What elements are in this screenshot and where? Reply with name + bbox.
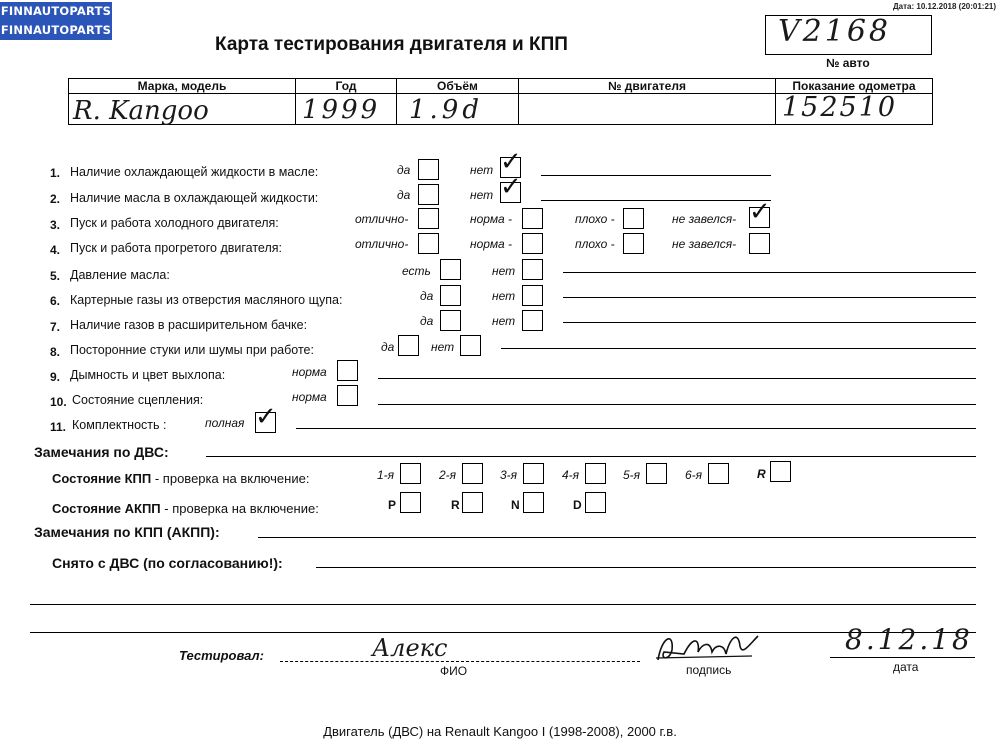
vehicle-number-value: V2168 — [778, 14, 892, 49]
item-number: 11. — [50, 420, 67, 434]
checkbox-item6-no[interactable] — [522, 285, 543, 306]
option-label: да — [381, 340, 395, 354]
checkbox-gear-4[interactable] — [585, 463, 606, 484]
watermark-logo: FINNAUTOPARTS — [0, 2, 112, 21]
page-title: Карта тестирования двигателя и КПП — [215, 34, 568, 55]
option-label: нет — [470, 163, 494, 177]
item-number: 9. — [50, 370, 61, 384]
checkbox-item5-yes[interactable] — [440, 259, 461, 280]
gear-label: 1-я — [377, 468, 395, 482]
removed-label: Снято с ДВС (по согласованию!): — [52, 555, 283, 571]
option-label: норма — [292, 390, 327, 404]
checkbox-item8-yes[interactable] — [398, 335, 419, 356]
option-label: норма - — [470, 237, 513, 251]
checkbox-gear-6[interactable] — [708, 463, 729, 484]
ice-remarks-label: Замечания по ДВС: — [34, 444, 169, 460]
header-table — [68, 78, 933, 125]
option-label: норма — [292, 365, 327, 379]
item-label: Наличие масла в охлаждающей жидкости: — [70, 191, 319, 205]
make-value: R. Kangoo — [73, 96, 209, 126]
gear-label: 2-я — [439, 468, 457, 482]
odometer-value: 152510 — [782, 92, 898, 123]
auto-gearbox-title: Состояние АКПП — [52, 501, 161, 516]
year-value: 1999 — [302, 95, 381, 125]
checkbox-item7-no[interactable] — [522, 310, 543, 331]
item-label: Комплектность : — [72, 418, 167, 432]
item-number: 3. — [50, 218, 61, 232]
signature — [654, 626, 764, 666]
item-number: 7. — [50, 320, 61, 334]
checkbox-gear-p[interactable] — [400, 492, 421, 513]
col-header-engine-no: № двигателя — [519, 79, 776, 94]
checkbox-item10-normal[interactable] — [337, 385, 358, 406]
item-label: Пуск и работа прогретого двигателя: — [70, 241, 282, 255]
notes-line — [30, 632, 976, 633]
checkbox-item5-no[interactable] — [522, 259, 543, 280]
notes-line — [563, 272, 976, 273]
tested-label: Тестировал: — [179, 648, 264, 663]
vehicle-number-label: № авто — [826, 56, 870, 70]
volume-value: 1.9d — [409, 95, 483, 125]
option-label: не завелся- — [672, 237, 737, 251]
checkbox-item8-no[interactable] — [460, 335, 481, 356]
option-label: да — [420, 314, 434, 328]
item-number: 2. — [50, 192, 61, 206]
checkbox-item2-no[interactable] — [500, 172, 522, 203]
vehicle-number-box — [765, 15, 932, 55]
notes-line — [30, 604, 976, 605]
notes-line — [563, 297, 976, 298]
checkbox-item4-excellent[interactable] — [418, 233, 439, 254]
gear-label: D — [573, 498, 582, 512]
manual-gearbox-label — [52, 471, 309, 486]
gear-label: 3-я — [500, 468, 518, 482]
gear-label: 4-я — [562, 468, 580, 482]
cell-volume — [397, 94, 519, 125]
notes-line — [296, 428, 976, 429]
gear-label: R — [451, 498, 460, 512]
item-label: Состояние сцепления: — [72, 393, 204, 407]
notes-line — [258, 537, 976, 538]
option-label: норма - — [470, 212, 513, 226]
checkbox-item3-normal[interactable] — [522, 208, 543, 229]
checkbox-item3-excellent[interactable] — [418, 208, 439, 229]
item-number: 6. — [50, 294, 61, 308]
gear-label: 5-я — [623, 468, 641, 482]
item-label: Давление масла: — [70, 268, 170, 282]
item-label: Наличие газов в расширительном бачке: — [70, 318, 308, 332]
option-label: нет — [492, 289, 516, 303]
fio-label: ФИО — [440, 664, 468, 678]
option-label: нет — [431, 340, 455, 354]
col-header-odometer: Показание одометра — [776, 79, 933, 94]
notes-line — [563, 322, 976, 323]
checkbox-gear-d[interactable] — [585, 492, 606, 513]
check-mark: ✓ — [749, 197, 771, 227]
checkbox-gear-3[interactable] — [523, 463, 544, 484]
item-number: 5. — [50, 269, 61, 283]
item-label: Наличие охлаждающей жидкости в масле: — [70, 165, 319, 179]
gearbox-remarks-label: Замечания по КПП (АКПП): — [34, 524, 220, 540]
gear-label: R — [757, 467, 766, 481]
option-label: плохо - — [575, 212, 615, 226]
option-label: отлично- — [355, 212, 409, 226]
checkbox-gear-n[interactable] — [523, 492, 544, 513]
cell-year — [296, 94, 397, 125]
checkbox-gear-5[interactable] — [646, 463, 667, 484]
option-label: плохо - — [575, 237, 615, 251]
checkbox-item11-complete[interactable] — [255, 402, 277, 433]
item-number: 4. — [50, 243, 61, 257]
gear-label: P — [388, 498, 397, 512]
notes-line — [378, 378, 976, 379]
checkbox-item4-bad[interactable] — [623, 233, 644, 254]
option-label: нет — [492, 314, 516, 328]
col-header-make: Марка, модель — [69, 79, 296, 94]
checkbox-gear-r[interactable] — [462, 492, 483, 513]
image-caption: Двигатель (ДВС) на Renault Kangoo I (1998-2008), 2000 г.в. — [323, 724, 677, 739]
checkbox-item4-not-started[interactable] — [749, 233, 770, 254]
cell-odometer — [776, 94, 933, 125]
date-line — [830, 657, 975, 658]
option-label: есть — [402, 264, 431, 278]
tester-name-handwritten: Алекс — [372, 634, 448, 662]
checkbox-item4-normal[interactable] — [522, 233, 543, 254]
date-label: дата — [893, 660, 919, 674]
option-label: да — [420, 289, 434, 303]
option-label: нет — [470, 188, 494, 202]
check-mark: ✓ — [500, 147, 522, 177]
col-header-year: Год — [296, 79, 397, 94]
item-label: Картерные газы из отверстия масляного щупа: — [70, 293, 343, 307]
auto-gearbox-label — [52, 501, 319, 516]
cell-engine-no — [519, 94, 776, 125]
item-number: 10. — [50, 395, 67, 409]
item-number: 8. — [50, 345, 61, 359]
checkbox-gear-2[interactable] — [462, 463, 483, 484]
checkbox-item3-not-started[interactable] — [749, 197, 771, 228]
notes-line — [501, 348, 976, 349]
notes-line — [541, 200, 771, 201]
checkbox-item9-normal[interactable] — [337, 360, 358, 381]
col-header-volume: Объём — [397, 79, 519, 94]
checkbox-item7-yes[interactable] — [440, 310, 461, 331]
item-label: Посторонние стуки или шумы при работе: — [70, 343, 314, 357]
item-number: 1. — [50, 166, 61, 180]
tester-line — [280, 661, 640, 662]
check-mark: ✓ — [500, 172, 522, 202]
cell-make — [69, 94, 296, 125]
option-label: отлично- — [355, 237, 409, 251]
notes-line — [541, 175, 771, 176]
checkbox-item3-bad[interactable] — [623, 208, 644, 229]
check-mark: ✓ — [255, 402, 277, 432]
notes-line — [378, 404, 976, 405]
item-label: Пуск и работа холодного двигателя: — [70, 216, 279, 230]
item-label: Дымность и цвет выхлопа: — [70, 368, 226, 382]
option-label: нет — [492, 264, 516, 278]
checkbox-gear-reverse[interactable] — [770, 461, 791, 482]
checkbox-gear-1[interactable] — [400, 463, 421, 484]
date-handwritten: 8.12.18 — [845, 623, 973, 656]
option-label: да — [397, 163, 411, 177]
date-stamp: Дата: 10.12.2018 (20:01:21) — [892, 2, 996, 11]
option-label: полная — [205, 416, 245, 430]
gear-label: N — [511, 498, 520, 512]
checkbox-item6-yes[interactable] — [440, 285, 461, 306]
notes-line — [206, 456, 976, 457]
manual-gearbox-title: Состояние КПП — [52, 471, 152, 486]
notes-line — [316, 567, 976, 568]
gear-label: 6-я — [685, 468, 703, 482]
auto-gearbox-suffix: - проверка на включение: — [160, 501, 319, 516]
watermark-logo: FINNAUTOPARTS — [0, 21, 112, 40]
option-label: да — [397, 188, 411, 202]
checkbox-item1-yes[interactable] — [418, 159, 439, 180]
manual-gearbox-suffix: - проверка на включение: — [151, 471, 310, 486]
signature-label: подпись — [686, 663, 732, 677]
checkbox-item2-yes[interactable] — [418, 184, 439, 205]
option-label: не завелся- — [672, 212, 737, 226]
